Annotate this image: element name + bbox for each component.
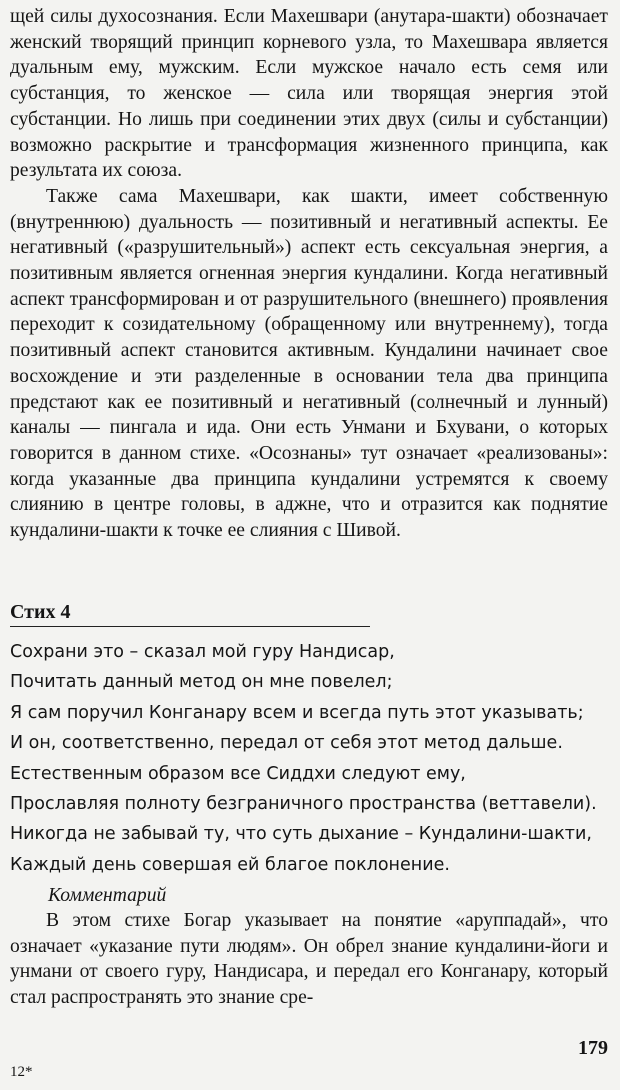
verse-line: Я сам поручил Конганару всем и всегда путь этот указывать;: [10, 702, 584, 723]
text-block-bottom: [10, 908, 608, 1011]
verse-line: Каждый день совершая ей благое поклонение.: [10, 854, 450, 875]
verse-block: [10, 637, 614, 880]
verse-line: Сохрани это – сказал мой гуру Нандисар,: [10, 642, 395, 662]
paragraph: щей силы духосознания. Если Махешвари (анутара-шакти) обозначает женский творящий принцип корневого узла, то Махешвара является дуальным ему, мужским. Если мужское начало есть семя или субстанция, то женское — сила или творящая энергия этой субстанции. Но лишь при соединении этих двух (силы и субстанции) возможно раскрытие и трансформация жизненного принципа, как результата их союза.: [10, 6, 608, 182]
verse-line: Прославляя полноту безграничного пространства (веттавели).: [10, 793, 597, 814]
commentary-title: Комментарий: [48, 885, 167, 906]
verse-line: И он, соответственно, передал от себя этот метод дальше.: [10, 733, 563, 754]
verse-line: Почитать данный метод он мне повелел;: [10, 672, 393, 693]
section-heading: Стих 4: [10, 601, 71, 623]
text-block-top: [10, 4, 608, 544]
page-number: 179: [578, 1037, 608, 1059]
section-heading-rule: [10, 600, 370, 627]
verse-line: Естественным образом все Сиддхи следуют ему,: [10, 763, 466, 784]
paragraph: В этом стихе Богар указывает на понятие «аруппадай», что означает «указание пути людям». Он обрел знание кундалини-йоги и унмани от своего гуру, Нандисара, и передал его Конганару, который стал распространять это знание сре-: [10, 910, 608, 1009]
verse-line: Никогда не забывай ту, что суть дыхание – Кундалини-шакти,: [10, 824, 592, 845]
signature-mark: 12*: [10, 1064, 33, 1080]
paragraph: Также сама Махешвари, как шакти, имеет собственную (внутреннюю) дуальность — позитивный и негативный аспекты. Ее негативный («разрушительный») аспект есть сексуальная энергия, а позитивным является огненная энергия кундалини. Когда негативный аспект трансформирован и от разрушительного (внешнего) проявления переходит к созидательному (обращенному или внутреннему), тогда позитивный аспект становится активным. Кундалини начинает свое восхождение и эти разделенные в основании тела два принципа предстают как ее позитивный и негативный (солнечный и лунный) каналы — пингала и ида. Они есть Унмани и Бхувани, о которых говорится в данном стихе. «Осознаны» тут означает «реализованы»: когда указанные два принципа кундалини устремятся к своему слиянию в центре головы, в аджне, что и отразится как поднятие кундалини-шакти к точке ее слияния с Шивой.: [10, 185, 608, 542]
